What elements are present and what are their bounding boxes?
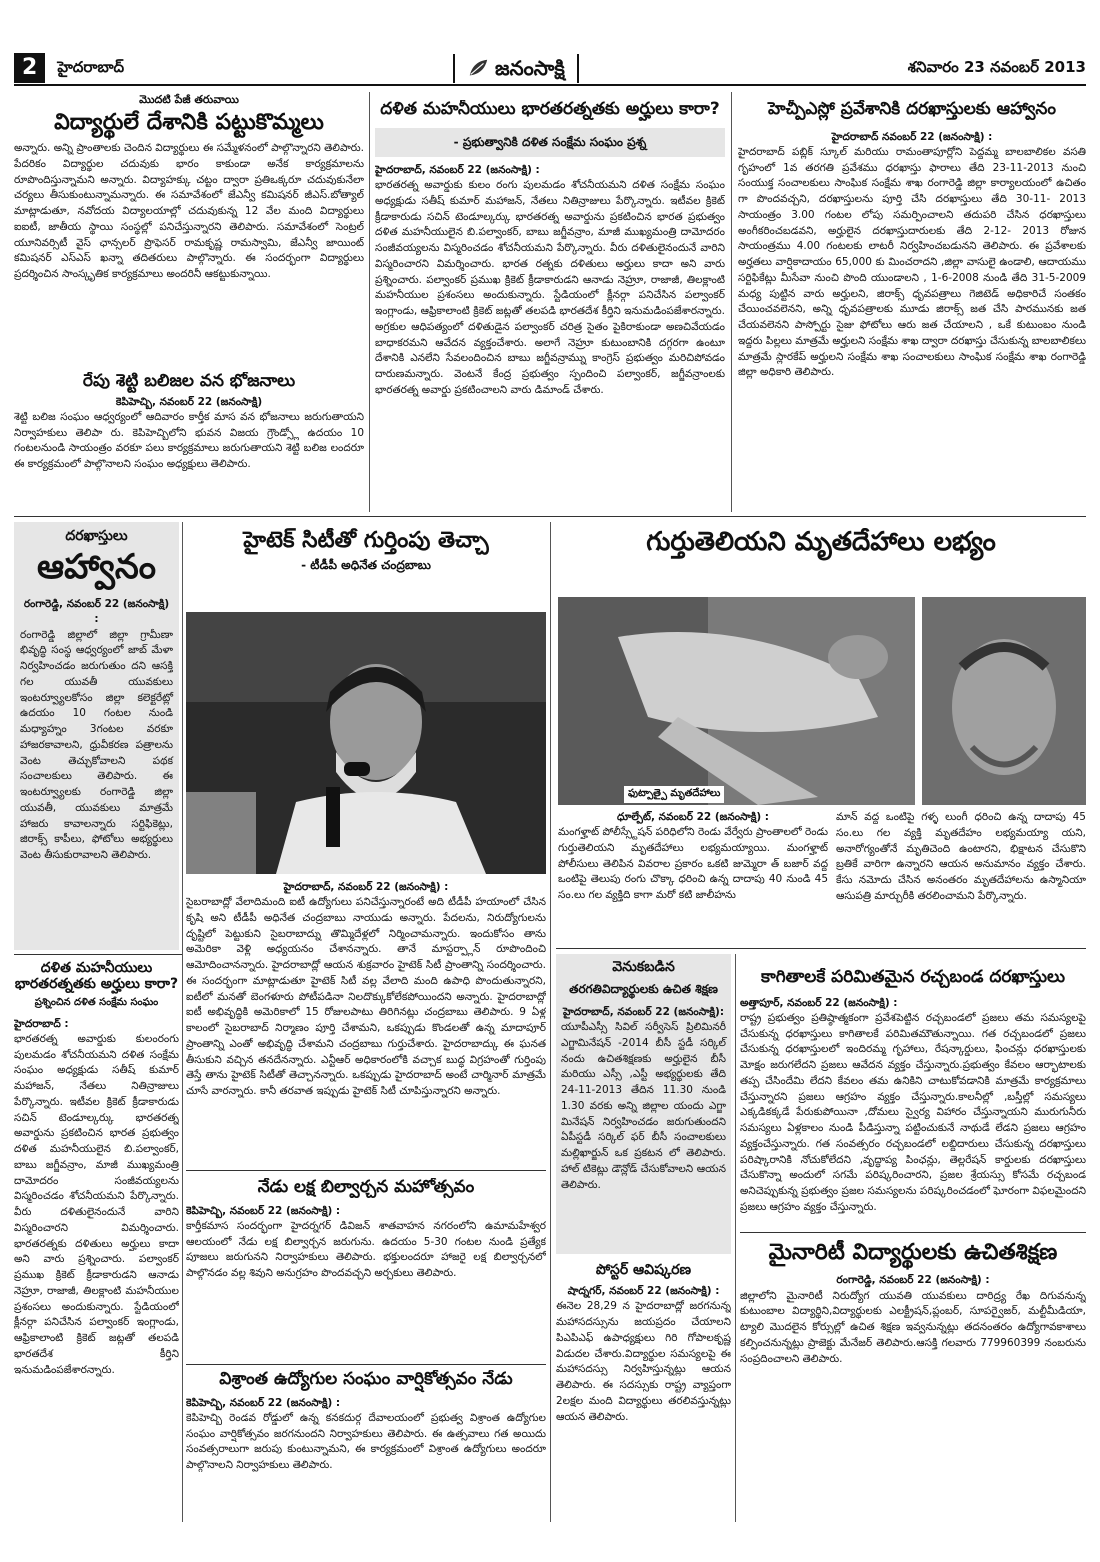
article-subhead: - టీడీపీ అధినేత చంద్రబాబు <box>301 558 431 573</box>
article-bodies-left <box>558 810 828 942</box>
page-number: 2 <box>14 53 45 83</box>
article-dateline: హైదరాబాద్ : <box>14 1017 69 1030</box>
article-job-mela <box>14 522 179 950</box>
article-body: భారతరత్న అవార్డుకు కులంరంగు పులమడం శోచనీయమని దళిత సంక్షేమ సంఘం అధ్యక్షుడు సతీష్ కుమార్ మహాజన్, నేతలు నితిన్రాజులు పేర్కొన్నారు. ఇటీవల క్రికెట్ క్రీడాకారుడు సచిన్ టెండూల్కర్కు భారతరత్న అవార్డును ప్రకటించిన భారత ప్రభుత్వం దళిత మహనీయులైన బి.పల్వాంకర్, బాబు జగ్జీవన్రాం, మాజీ ముఖ్యమంత్రి దామోదరం సంజీవయ్యలను విస్మరించడం శోచనీయమని పేర్కొన్నారు. వీరు దళితులైనందునే వారిని విస్మరించారని విమర్శించారు. భారతరత్నకు దళితులు అర్హులు కాదా అని వారు ప్రశ్నించారు. పల్వాంకర్ ప్రముఖ క్రికెట్ క్రీడాకారుడని ఆనాడు నెహ్రూ, రాజాజీ, తిలక్లాంటి మహనీయుల ప్రశంసలు అందుకున్నారు. స్టేడియంలో క్లీనర్గా పనిచేసిన పల్వాంకర్ ఇంగ్లాండు, ఆఫ్రికాలాంటి క్రికెట్ జట్లతో తలపడి భారతదేశ కీర్తిని ఇనుమడింపజేశారన్నారు. <box>14 1032 179 1376</box>
article-body: మాన్ వద్ద ఒంటిపై గళ్ళ లుంగీ ధరించి ఉన్న దాదాపు 45 సం.లు గల వ్యక్తి మృతదేహం లభ్యమయ్యా యని, అనారోగ్యంతోనే మృతిచెంది ఉంటారని, భిక్షాటన చేసుకొని బ్రతికే వారిగా ఉన్నారని ఆయన అనుమానం వ్యక్తం చేశారు. కేసు నమోదు చేసిన అనంతరం మృతదేహాలను ఉస్మానియా ఆసుపత్రి మార్చురీకి తరలించామని పేర్కొన్నారు. <box>836 811 1086 902</box>
edition-city: హైదరాబాద్ <box>57 58 125 77</box>
article-kicker: దరఖాస్తులు <box>65 528 128 544</box>
article-dateline: హైదరాబాద్ నవంబర్ 22 (జనంసాక్షి) : <box>831 130 993 143</box>
article-body: ఈనెల 28,29 న హైదరాబాద్లో జరగనున్న మహాసదస్సును జయప్రదం చేయాలని పిఎపిఎఫ్ ఉపాధ్యక్షులు గిరి గోపాలకృష్ణ విడుదల చేశారు.విద్యార్థుల సమస్యలపై ఈ మహాసదస్సు నిర్వహిస్తున్నట్లు ఆయన తెలిపారు. ఈ సదస్సుకు రాష్ట్ర వ్యాప్తంగా 2లక్షల మంది విద్యార్థులు తరలివస్తున్నట్లు ఆయన తెలిపారు. <box>556 1300 731 1423</box>
article-retired-employees <box>186 1370 546 1520</box>
article-poster-release <box>556 1262 731 1520</box>
article-body: రంగారెడ్డి జిల్లాలో జిల్లా గ్రామీణా భివృద్ధి సంస్థ ఆధ్వర్యంలో జాబ్ మేళా నిర్వహించడం జరుగుతుం దని ఆసక్తి గల యువతీ యువకులు ఇంటర్వ్యూలకోసం జిల్లా కలెక్టరేట్లో ఉదయం 10 గంటల నుండి మధ్యాహ్నం 3గంటల వరకూ హాజరకావాలని, ధ్రువీకరణ పత్రాలను వెంట తెచ్చుకోవాలని పథక సంచాలకులు తెలిపారు. ఈ ఇంటర్వ్యూలకు రంగారెడ్డి జిల్లా యువతీ, యువకులు మాత్రమే హాజరు కావాలన్నారు సర్టిఫికెట్లు, జిరాక్స్ కాపీలు, ఫోటోలు అభ్యర్థులు వెంట తీసుకురావాలని తెలిపారు. <box>20 628 173 862</box>
speaker-image <box>186 612 546 874</box>
article-students <box>14 92 364 372</box>
article-headline: దళిత మహనీయులు భారతరత్నతకు అర్హులు కారా? <box>380 100 720 119</box>
article-rachabanda <box>740 968 1086 1228</box>
article-hitech-body <box>186 880 546 1170</box>
article-body: యూపీఎస్సీ సివిల్ సర్వీసెస్ ప్రిలిమినరీ ఎగ్జామినేషన్ -2014 బీసీ స్టడీ సర్కిల్ నందు ఉచితశిక్షణకు అర్హులైన బీసీ మరియు ఎస్సీ ,ఎస్టీ అభ్యర్థులకు తేది 24-11-2013 తేదిన 11.30 నుండి 1.30 వరకు అన్ని జిల్లాల యందు ఎగ్జా మినేషన్ నిర్వహించడం జరుగుతుందని ఏపీస్టడీ సర్కిల్ ఫర్ బీసీ సంచాలకులు మల్లిఖార్జున్ ఒక ప్రకటన లో తెలిపారు. హాల్ టికెట్లు డౌన్లోడ్ చేసుకోవాలని ఆయన తెలిపారు. <box>561 1021 726 1191</box>
article-kicker: వెనుకబడిన <box>612 959 675 975</box>
article-dateline: రంగారెడ్డి, నవంబర్ 22 (జనంసాక్షి) : <box>836 1274 990 1287</box>
article-dateline: కెపిహెచ్బి, నవంబర్ 22 (జనంసాక్షి) : <box>186 1396 341 1409</box>
article-headline: హైటెక్ సిటీతో గుర్తింపు తెచ్చా <box>243 528 489 553</box>
article-subhead: - ప్రభుత్వానికి దళిత సంక్షేమ సంఘం ప్రశ్న <box>375 128 725 157</box>
article-unidentified-bodies <box>556 528 1086 588</box>
face-image <box>922 597 1086 805</box>
article-hps-admissions <box>738 100 1086 512</box>
article-dateline: రంగారెడ్డి, నవంబర్ 22 (జనంసాక్షి) : <box>23 598 170 626</box>
bodies-photo-right <box>922 597 1086 805</box>
article-dateline: హైదరాబాద్, నవంబర్ 22 (జనంసాక్షి): <box>562 1005 725 1018</box>
masthead-left <box>14 53 124 83</box>
article-body: భారతరత్న అవార్డుకు కులం రంగు పులమడం శోచనీయమని దళిత సంక్షేమ సంఘం అధ్యక్షుడు సతీష్ కుమార్ మహాజన్, నేతలు నితిన్రాజులు పేర్కొన్నారు. ఇటీవల క్రికెట్ క్రీడాకారుడు సచిన్ టెండూల్కర్కు భారతరత్న అవార్డును ప్రకటించిన భారత ప్రభుత్వం దళిత మహనీయులైన బి.పల్వాంకర్, బాబు జగ్జీవన్రాం, మాజీ ముఖ్యమంత్రి దామోదరం సంజీవయ్యలను విస్మరించడం శోచనీయమని పేర్కొన్నారు. వీరు దళితులైనందునే వారిని విస్మరించారని విమర్శించారు. భారత రత్నకు దళితులు అర్హులు కాదా అని వారు ప్రశ్నించారు. పల్వాంకర్ ప్రముఖ క్రికెట్ క్రీడాకారుడని ఆనాడు నెహ్రూ, రాజాజీ, తిలక్లాంటి మహనీయుల ప్రశంసలు అందుకున్నారు. స్టేడియంలో క్లీనర్గా పనిచేసిన పల్వాంకర్ ఇంగ్లాండు, ఆఫ్రికాలాంటి క్రికెట్ జట్లతో తలపడి భారతదేశ కీర్తిని ఇనుమడింపజేశారన్నారు. అగ్రకుల ఆధిపత్యంలో దళితుడైన పల్వాంకర్ చరిత్ర సైతం పైకిరాకుండా అణచివేయడం బాధాకరమని ఆవేదన వ్యక్తంచేశారు. అలాగే నెహ్రూ కుటుంబానికి దగ్గరగా ఉంటూ దేశానికి ఎనలేని సేవలందించిన బాబు జగ్జీవన్రామ్ను కాంగ్రెస్ ప్రభుత్వం మరిచిపోవడం దారుణమన్నారు. వెంటనే కేంద్ర ప్రభుత్వం స్పందించి పల్వాంకర్, జగ్జీవన్రాంలకు భారతరత్న అవార్డు ప్రకటించాలని వారు డిమాండ్ చేశారు. <box>375 179 725 396</box>
article-body: హైదరాబాద్ పబ్లిక్ స్కూల్ మరియు రామంతాపూర్లోని పెద్దమ్మ బాలబాలికల వసతి గృహంలో 1వ తరగతి ప్రవేశము ధరఖాస్తు ఫారాలు తేది 23-11-2013 నుంచి సంయుక్త సంచాలకులు సాంఘిక సంక్షేమ శాఖ రంగారెడ్డి జిల్లా కార్యాలయంలో ఉచితం గా పొందవచ్చని, దరఖాస్తులను పూర్తి చేసి దరఖాస్తులు తేది 30-11- 2013 సాయంత్రం 3.00 గంటల లోపు సమర్పించాలని తదుపరి చేసిన ధరఖాస్తులు అంగీకరించబడవని, అర్హులైన దరఖాస్తుదారులకు తేది 2-12- 2013 రోజున సాయంత్రము 4.00 గంటలకు లాటరీ నిర్వహించబడునని తెలిపారు. ఈ ప్రవేశాలకు అర్హతలు వార్షికాదాయం 65,000 కు మించరాదని ,జిల్లా వాసులై ఉండాలి, ఆదాయము సర్టిఫికేట్లు మీసేవా నుంచి పొంది యుండాలని , 1-6-2008 నుండి తేది 31-5-2009 మధ్య పుట్టిన వారు అర్హులని, జిరాక్స్ ధృవపత్రాలు గెజిటెడ్ అధికారిచే సంతకం చేయించవలెనని, అన్ని ధృవపత్రాలకు మూడు జిరాక్స్ జత చేసి పారమునకు జత చేయవలెనని పాస్పోర్టు సైజు ఫోటోలు ఆరు జత చేయాలని , ఒకే కుటుంబం నుండి ఇద్దరు పిల్లలు మాత్రమే అర్హులని సంక్షేమ శాఖ ద్వారా దరఖాస్తు చేసుకున్న బాలబాలికలు మాత్రమే స్లారకేప్ అర్హులని సంక్షేమ శాఖ సంచాలకులు సాంఘిక సంక్షేమ శాఖ రంగారెడ్డి జిల్లా అధికారి తెలిపారు. <box>738 145 1086 379</box>
article-vanabhojanalu <box>14 372 364 512</box>
article-dateline: హైదరాబాద్, నవంబర్ 22 (జనంసాక్షి) : <box>283 881 449 893</box>
article-bharatratna-short <box>14 960 179 1520</box>
article-body: జిల్లాలోని మైనారిటీ నిరుద్యోగ యువతి యువకులు దారిద్ర్య రేఖ దిగువనున్న కుటుంబాల విద్యార్థిని,విద్యార్థులకు ఎలక్ట్రీషన్,ప్లంబర్, సూపర్వైజర్, మల్టీమీడియా, ట్యాలి మొదలైన కోర్సుల్లో ఉచిత శిక్షణ ఇవ్వనున్నట్లు తదనంతరం ఉద్యోగావకాశాలు కల్పించనున్నట్లు ప్రాజెక్టు మేనేజర్ తెలిపారు.ఆసక్తి గలవారు 779960399 నంబరును సంప్రదించాలని తెలిపారు. <box>740 1289 1086 1365</box>
article-headline: హెచ్పీఎస్లో ప్రవేశానికి దరఖాస్తులకు ఆహ్వానం <box>768 100 1056 119</box>
article-headline: రేపు శెట్టి బలిజల వన భోజనాలు <box>82 372 296 391</box>
article-dateline: అత్తాపూర్, నవంబర్ 22 (జనంసాక్షి) : <box>740 996 898 1009</box>
article-dateline: కెపిహెచ్బి, నవంబర్ 22 (జనంసాక్షి) : <box>186 1204 341 1217</box>
article-kicker: దళిత మహనీయులు <box>40 960 153 976</box>
article-bharatratna-dalits <box>375 100 725 512</box>
article-dateline: షాద్నగర్, నవంబర్ 22 (జనంసాక్షి) : <box>567 1285 720 1298</box>
article-body: రాష్ట్ర ప్రభుత్వం ప్రతిష్ఠాత్మకంగా ప్రవేశపెట్టిన రచ్చబండలో ప్రజలు తమ సమస్యలపై చేసుకున్న ధరఖాస్తులు కాగితాలకే పరిమితమౌతున్నాయి. గత రచ్చబండలో ప్రజలు చేసుకున్న ధరఖాస్తులలో ఇందిరమ్మ గృహాలు, రేషన్కార్డులు, ఫించన్లు ధరఖాస్తులకు మోక్షం జరుగలేదని ప్రజలు ఆవేదన వ్యక్తం చేస్తున్నారు.ప్రభుత్వం కేవలం ఆర్భాటాలకు తప్ప చేసిందేమి లేదని కేవలం తమ ఉనికిని చాటుకోవడానికి మాత్రమే కార్యక్రమాలు చేస్తున్నారని ప్రజలు ఆగ్రహం వ్యక్తం చేస్తున్నారు.కాలనీల్లో ,బస్తీల్లో సమస్యలు ఎక్కడికక్కడే పేరుకుపోయినా ,దోమలు స్వైర్య విహారం చేస్తున్నాయని మురుగునీరు సమస్యలు ఏళ్లకాలం నుండి పీడిస్తున్నా పట్టించుకునే నాథుడే లేడని ప్రజలు ఆగ్రహం వ్యక్తంచేస్తున్నారు. గత సంవత్సరం రచ్చబండలో లబ్దిదారులు చేసుకున్న దరఖాస్తులు పరిష్కారానికి నోచుకోలేదని ,వృద్ధాప్య పింఛన్లు, తెల్లరేషన్ కార్డులకు దరఖాస్తులు చేసుకొన్నా అందులో సగమే పరిష్కరించారని, ప్రజల శ్రేయస్సు కోసమే రచ్చబండ అనిచెప్పుకున్న ప్రభుత్వం ప్రజల సమస్యలను పరిష్కరించడంలో ఘోరంగా విఫలమైందని ప్రజలు ఆగ్రహం వ్యక్తం చేస్తున్నారు. <box>740 1011 1086 1213</box>
article-dateline: ధూల్పేట్, నవంబర్ 22 (జనంసాక్షి) : <box>617 811 769 823</box>
article-body: మంగళ్హాట్ పోలీస్స్టేషన్ పరిధిలోని రెండు వేర్వేరు ప్రాంతాలలో రెండు గుర్తుతెలియని మృతదేహాలు లభ్యమయ్యాయి. మంగళ్హాట్ పోలీసులు తెలిపిన వివరాల ప్రకారం ఒకటి జుమ్మెరా త్ బజార్ వద్ద ఒంటిపై తెలుపు రంగు చొక్కా ధరించి ఉన్న దాదాపు 40 నుండి 45 సం.లు గల వ్యక్తిది కాగా మరో కటి జాలీహను <box>558 826 828 902</box>
photo-caption: ఫుట్పాత్పై మృతదేహాలు <box>624 786 724 803</box>
article-dateline: హైదరాబాద్, నవంబర్ 22 (జనంసాక్షి) : <box>375 163 540 176</box>
article-bc-coaching <box>556 954 731 1254</box>
chandrababu-photo <box>186 612 546 874</box>
article-headline: మైనారిటీ విద్యార్థులకు ఉచితశిక్షణ <box>768 1240 1058 1265</box>
article-bodies-right <box>836 810 1086 942</box>
article-body: శెట్టి బలిజ సంఘం ఆధ్వర్యంలో ఆదివారం కార్తీక మాస వన భోజనాలు జరుగుతాయని నిర్వాహకులు తెలిపా రు. కెపిహెచ్బిలోని భువన విజయ గ్రౌండ్స్లో ఉదయం 10 గంటలనుండి సాయంత్రం వరకూ పలు కార్యక్రమాలు జరుగుతాయని శెట్టి బలిజ లందరూ ఈ కార్యక్రమంలో పాల్గొనాలని సంఘం అధ్యక్షులు తెలిపారు. <box>14 410 364 471</box>
paper-name: జనంసాక్షి <box>495 55 565 80</box>
article-minority-training <box>740 1240 1086 1520</box>
article-headline: ఆహ్వానం <box>37 547 156 588</box>
article-dateline: కెపిహెచ్బి, నవంబర్ 22 (జనంసాక్షి) <box>115 395 263 408</box>
article-bilvarchana <box>186 1178 546 1360</box>
footpath-image <box>558 597 915 805</box>
article-headline: తరగతివిద్యార్థులకు ఉచిత శిక్షణ <box>569 982 718 997</box>
leaf-logo-icon <box>467 57 489 79</box>
article-headline: విద్యార్థులే దేశానికి పట్టుకొమ్మలు <box>54 109 324 135</box>
article-body: అన్నారు. అన్ని ప్రాంతాలకు చెందిన విద్యార్థులు ఈ సమ్మేళనంలో పాల్గొన్నారని తెలిపారు. పేదరికం విద్యార్థుల చదువుకు భారం కాకుండా అనేక కార్యక్రమాలను రూపొందిస్తున్నామని అన్నారు. విద్యాహక్కు చట్టం ద్వారా ప్రతిఒక్కరూ చదువుకునేలా చర్యలు తీసుకుంటున్నామన్నారు. ఈ సమావేశంలో జేఎన్వీ కమిషనర్ జీఎస్.బోత్యాల్ మాట్లాడుతూ, నవోదయ విద్యాలయాల్లో చదువుకున్న 12 వేల మంది విద్యార్థులు ఐఐటీ, జాతీయ స్థాయి సంస్థల్లో పనిచేస్తున్నారని తెలిపారు. సమావేశంలో సెంట్రల్ యూనివర్సిటీ వైస్ ఛాన్సలర్ ప్రొఫెసర్ రామకృష్ణ రామస్వామి, జేఎన్వీ జాయింట్ కమిషనర్ ఎస్ఎస్ ఖన్నా తదితరులు పాల్గొన్నారు. ఈ సందర్భంగా విద్యార్థులు ప్రదర్శించిన సాంస్కృతిక కార్యక్రమాలు అందరినీ ఆకట్టుకున్నాయి. <box>14 142 364 281</box>
article-body: సైబరాబాద్లో వేలాదిమంది ఐటీ ఉద్యోగులు పనిచేస్తున్నారంటే అది టీడీపీ హయాంలో చేసిన కృషి అని టీడీపీ అధినేత చంద్రబాబు నాయుడు అన్నారు. పేదలను, నిరుద్యోగులను దృష్టిలో పెట్టుకుని సైబరాబాద్ను తొమ్మిదేళ్లలో నిర్మించామన్నారు. ఇందుకోసం తాను అమెరికా వెళ్లి అధ్యయనం చేశానన్నారు. తానే మాస్టర్ప్లాన్ రూపొందించి ఆమోదించానన్నారు. హైదరాబాద్లో ఆయన శుక్రవారం హైటెక్ సిటీ ప్రాంతాన్ని సందర్శించారు. ఈ సందర్భంగా మాట్లాడుతూ హైటెక్ సిటీ వల్ల వేలాది మంది ఉపాధి పొందుతున్నారని, ఐటీలో మనతో బెంగళూరు పోటీపడినా నిలదొక్కుకోలేకపోయిందని అన్నారు. హైదరాబాద్లో ఐటీ అభివృద్ధికి అమెరికాలో 15 రోజులపాటు తిరిగినట్లు చంద్రబాబు తెలిపారు. 9 ఏళ్ల కాలంలో సైబరాబాద్ నిర్మాణం పూర్తి చేశామని, ఒకప్పుడు కొండలతో ఉన్న మాదాపూర్ ప్రాంతాన్ని ఎంతో అభివృద్ధి చేశామని చంద్రబాబు గుర్తుచేశారు. హైదరాబాద్కు ఈ ఘనత తీసుకుని వచ్చిన తనదేనన్నారు. ఎన్టీఆర్ అధికారంలోకి వచ్చాక బుద్ధ విగ్రహంతో గుర్తింపు తెస్తే తాను హైటెక్ సిటీతో తెచ్చానన్నారు. ఒకప్పుడు హైదరాబాద్ అంటే చార్మినార్ మాత్రమే చూసే వారన్నారు. కానీ తరవాత ఇప్పుడు హైటెక్ సిటీ చూపిస్తున్నారని అన్నారు. <box>186 896 546 1098</box>
article-subhead: ప్రశ్నించిన దళిత సంక్షేమ సంఘం <box>34 997 159 1009</box>
article-headline: భారతరత్నతకు అర్హులు కారా? <box>14 976 179 993</box>
paper-logo <box>453 54 579 83</box>
bodies-photo-left <box>558 597 915 805</box>
article-headline: కాగితాలకే పరిమితమైన రచ్చబండ దరఖాస్తులు <box>761 968 1065 987</box>
article-headline: పోస్టర్ ఆవిష్కరణ <box>595 1262 692 1278</box>
article-headline: నేడు లక్ష బిల్వార్చన మహోత్సవం <box>257 1178 475 1197</box>
article-body: కెపిహెచ్బి రెండవ రోడ్డులో ఉన్న కనకదుర్గ దేవాలయంలో ప్రభుత్వ విశ్రాంత ఉద్యోగుల సంఘం వార్షికోత్సవం జరగనుందని నిర్వాహకులు తెలిపారు. ఈ ఉత్సవాలు గత అయిదు సంవత్సరాలుగా జరుపు కుంటున్నామని, ఈ కార్యక్రమంలో విశ్రాంత ఉద్యోగులు అందరూ పాల్గొనాలని నిర్వాహకులు తెలిపారు. <box>186 1411 546 1472</box>
article-kicker: మొదటి పేజీ తరువాయి <box>139 93 239 106</box>
article-headline: గుర్తుతెలియని మృతదేహాలు లభ్యం <box>646 528 996 557</box>
issue-date: శనివారం 23 నవంబర్ 2013 <box>907 58 1086 77</box>
masthead <box>14 52 1086 86</box>
article-body: కార్తీకమాస సందర్భంగా హైదర్నగర్ డివిజన్ శాతవాహన నగరంలోని ఉమామహేశ్వర ఆలయంలో నేడు లక్ష బిల్వార్చన జరుగును. ఉదయం 5-30 గంటల నుండి ప్రత్యేక పూజలు జరుగునని నిర్వాహకులు తెలిపారు. భక్తులందరూ హాజరై లక్ష బిల్వార్చనలో పాల్గొనడం వల్ల శివుని అనుగ్రహం పొందవచ్చని అర్చకులు తెలిపారు. <box>186 1219 546 1280</box>
article-headline: విశ్రాంత ఉద్యోగుల సంఘం వార్షికోత్సవం నేడు <box>219 1370 513 1389</box>
